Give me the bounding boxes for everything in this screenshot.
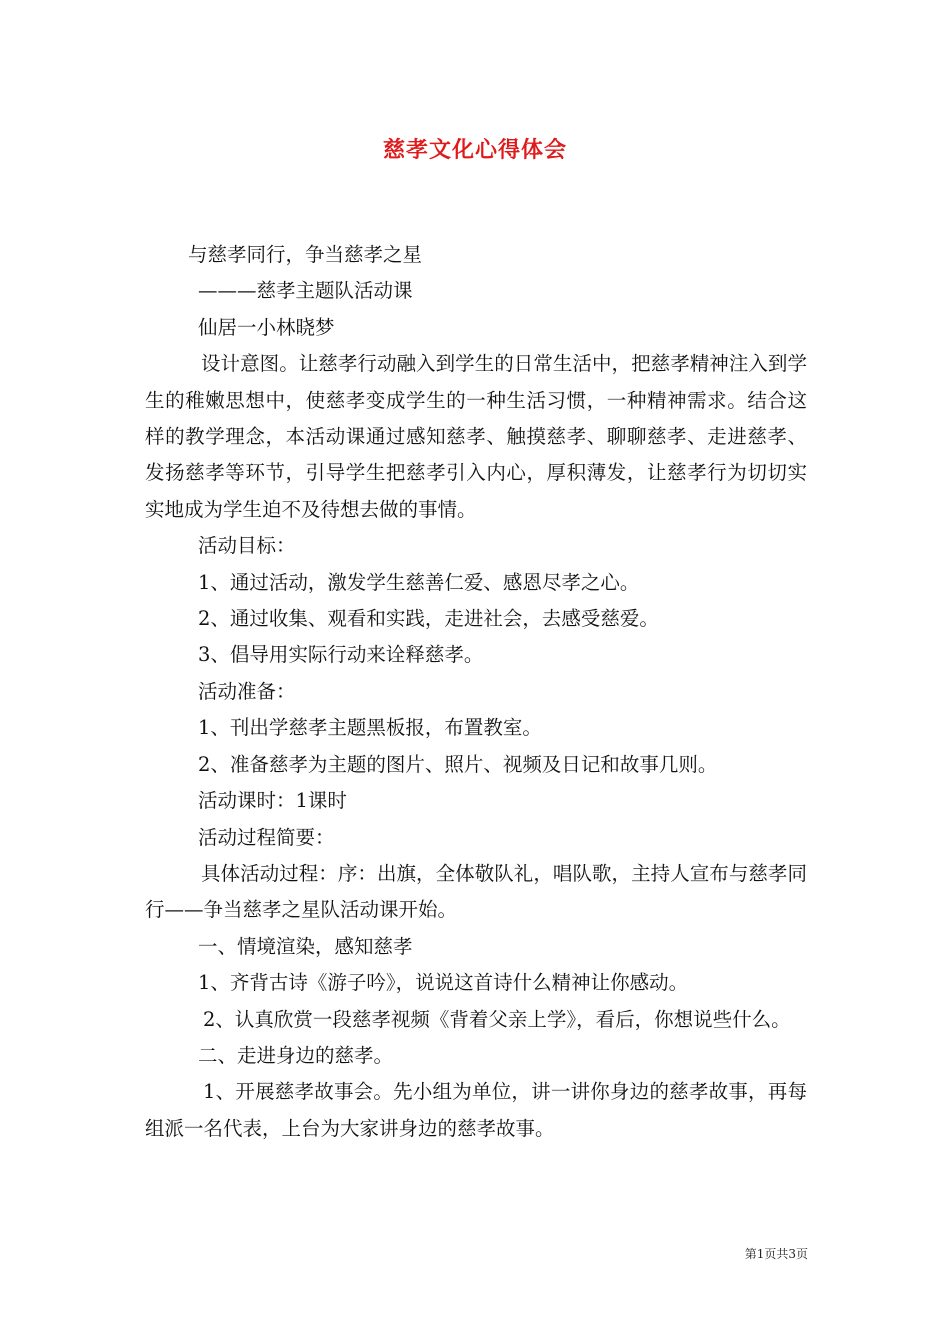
section-1-item-2: 2、认真欣赏一段慈孝视频《背着父亲上学》，看后，你想说些什么。 <box>203 1007 791 1031</box>
section-1-item-1: 1、齐背古诗《游子吟》，说说这首诗什么精神让你感动。 <box>198 971 689 995</box>
process-intro-paragraph: 具体活动过程：序：出旗，全体敬队礼，唱队歌，主持人宣布与慈孝同行——争当慈孝之星队活动课开始。 <box>145 861 807 922</box>
page-number: 第1页共3页 <box>744 1247 808 1261</box>
page-title: 慈孝文化心得体会 <box>382 137 567 163</box>
section-2-item-1: 1、开展慈孝故事会。先小组为单位，讲一讲你身边的慈孝故事，再每组派一名代表，上台为大家讲身边的慈孝故事。 <box>145 1080 807 1140</box>
hours-line: 活动课时：1课时 <box>198 789 347 813</box>
process-heading: 活动过程简要： <box>198 825 335 849</box>
goal-item-1: 1、通过活动，激发学生慈善仁爱、感恩尽孝之心。 <box>198 570 640 594</box>
section-1-heading: 一、情境渲染，感知慈孝 <box>198 934 413 958</box>
prep-item-2: 2、准备慈孝为主题的图片、照片、视频及日记和故事几则。 <box>198 752 718 776</box>
subtitle-line: 与慈孝同行，争当慈孝之星 <box>188 243 423 266</box>
course-line: ———慈孝主题队活动课 <box>198 279 413 303</box>
author-line: 仙居一小林晓梦 <box>198 315 335 339</box>
prep-item-1: 1、刊出学慈孝主题黑板报，布置教室。 <box>198 716 542 740</box>
section-2-heading: 二、走进身边的慈孝。 <box>198 1043 394 1067</box>
document-body <box>145 237 807 1147</box>
goal-item-3: 3、倡导用实际行动来诠释慈孝。 <box>198 643 484 667</box>
goal-item-2: 2、通过收集、观看和实践，走进社会，去感受慈爱。 <box>198 607 659 631</box>
design-intent-paragraph: 设计意图。让慈孝行动融入到学生的日常生活中，把慈孝精神注入到学生的稚嫩思想中，使慈孝变成学生的一种生活习惯，一种精神需求。结合这样的教学理念，本活动课通过感知慈孝、触摸慈孝、聊聊慈孝、走进慈孝、发扬慈孝等环节，引导学生把慈孝引入内心，厚积薄发，让慈孝行为切切实实地成为学生迫不及待想去做的事情。 <box>145 352 807 521</box>
goals-heading: 活动目标： <box>198 534 296 558</box>
prep-heading: 活动准备： <box>198 679 296 703</box>
